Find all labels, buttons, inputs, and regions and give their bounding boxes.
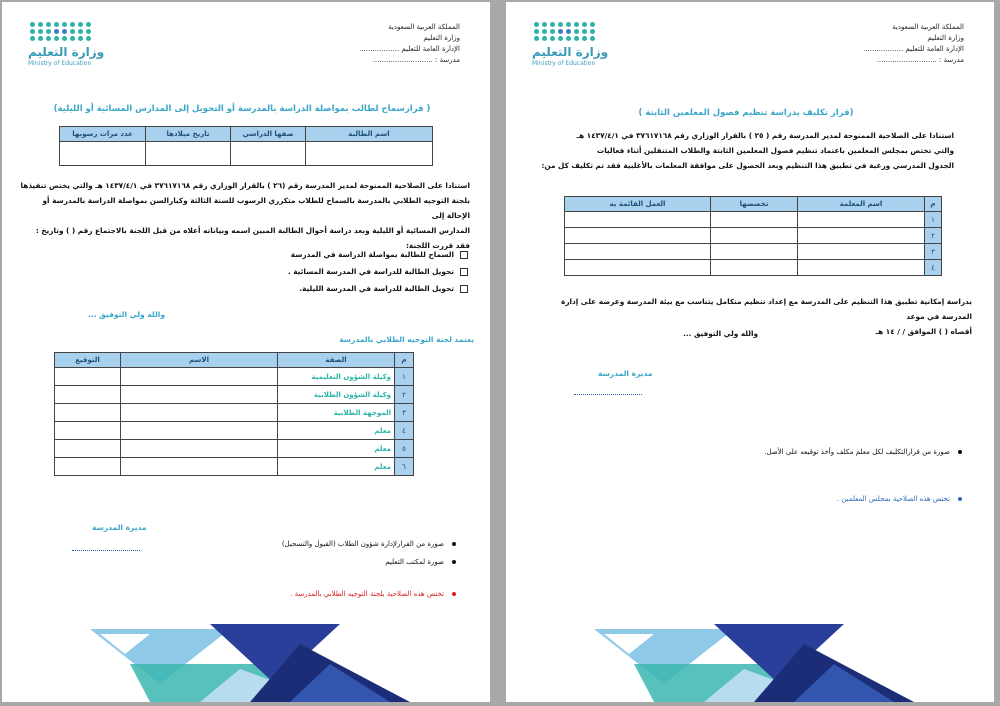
paragraph-line: أقصاه ( ) الموافق / / ١٤ هـ (875, 327, 972, 336)
logo-dot (62, 29, 67, 34)
signature-line (574, 394, 642, 395)
paragraph-line: فقد قررت اللجنة: (406, 241, 470, 250)
header-admin: الإدارة العامة للتعليم .................. (359, 45, 460, 53)
table-header: اسم الطالبة (306, 127, 433, 142)
bullet-item (282, 540, 456, 548)
logo-dot (534, 29, 539, 34)
right-closing: والله ولي التوفيق ... (683, 329, 758, 338)
logo-dot (30, 36, 35, 41)
table-header: اسم المعلمة (798, 197, 925, 212)
logo-dot (550, 22, 555, 27)
table-header: تاريخ ميلادها (146, 127, 231, 142)
logo-dot (78, 29, 83, 34)
ministry-logo (28, 22, 108, 77)
logo-english-text: Ministry of Education (28, 60, 92, 67)
logo-dot (590, 22, 595, 27)
table-header: عدد مرات رسوبها (60, 127, 146, 142)
row-number: ١ (925, 212, 942, 228)
role-cell: معلم (278, 422, 395, 440)
role-cell[interactable] (565, 244, 711, 260)
teachers-table (564, 196, 942, 276)
header-admin: الإدارة العامة للتعليم .................. (863, 45, 964, 53)
table-header: م (395, 353, 414, 368)
left-closing: والله ولي التوفيق ... (88, 310, 165, 319)
name-cell[interactable] (121, 404, 278, 422)
role-cell: معلم (278, 458, 395, 476)
logo-dot (70, 22, 75, 27)
specialty-cell[interactable] (711, 260, 798, 276)
row-number: ٥ (395, 440, 414, 458)
logo-dot (78, 36, 83, 41)
specialty-cell[interactable] (711, 228, 798, 244)
logo-dot (38, 36, 43, 41)
header-school: مدرسة : ........................... (876, 56, 964, 64)
signature-cell[interactable] (55, 386, 121, 404)
paragraph-line: بلجنة التوجيه الطلابي بالمدرسة بالسماح للطلاب متكرري الرسوب للسنة الثالثة وكبارالسن بمواصلة الدراسة بالمدرسة أو الإحالة إلى (42, 196, 470, 220)
option-evening[interactable] (288, 267, 468, 276)
right-principal-label: مديرة المدرسة (598, 369, 653, 378)
footer-decoration-icon (90, 624, 430, 702)
option-continue[interactable] (291, 250, 468, 259)
logo-dot (558, 29, 563, 34)
role-cell: معلم (278, 440, 395, 458)
bullet-icon (958, 497, 962, 501)
option-label: السماح للطالبة بمواصلة الدراسة في المدرسة (290, 250, 454, 259)
logo-dot (542, 36, 547, 41)
name-cell[interactable] (798, 244, 925, 260)
specialty-cell[interactable] (711, 212, 798, 228)
student-info-table (59, 126, 433, 166)
header-ministry: وزارة التعليم (423, 34, 460, 42)
logo-dot (534, 22, 539, 27)
document-page-left (2, 2, 490, 702)
option-night[interactable] (299, 284, 468, 293)
logo-dot (558, 36, 563, 41)
logo-dot (542, 29, 547, 34)
logo-dot (590, 29, 595, 34)
row-number: ٦ (395, 458, 414, 476)
header-country: المملكة العربية السعودية (892, 23, 964, 31)
document-page-right (506, 2, 994, 702)
right-form-title: (قرار تكليف بدراسة تنظيم فصول المعلمين الثابتة ) (638, 108, 854, 118)
logo-dot (70, 29, 75, 34)
role-cell: وكيلة الشؤون التعليمية (278, 368, 395, 386)
logo-dot (590, 36, 595, 41)
header-school: مدرسة : ........................... (372, 56, 460, 64)
logo-dot (574, 36, 579, 41)
table-header: الاسم (121, 353, 278, 368)
bullet-icon (958, 450, 962, 454)
signature-cell[interactable] (55, 404, 121, 422)
signature-cell[interactable] (55, 422, 121, 440)
bullet-text: صورة من قرارالتكليف لكل معلم مكلف وأخذ توقيعه على الأصل. (764, 448, 950, 456)
role-cell[interactable] (565, 212, 711, 228)
page-header (359, 22, 460, 66)
signature-line (72, 550, 140, 551)
checkbox-icon[interactable] (460, 285, 468, 293)
table-header: التوقيع (55, 353, 121, 368)
footer-decoration-icon (594, 624, 934, 702)
option-label: تحويل الطالبة للدراسة في المدرسة المسائية . (287, 267, 454, 276)
logo-dot (542, 22, 547, 27)
page-header (863, 22, 964, 66)
header-ministry: وزارة التعليم (927, 34, 964, 42)
logo-dot (574, 22, 579, 27)
row-number: ٣ (925, 244, 942, 260)
row-number: ٢ (395, 386, 414, 404)
name-cell[interactable] (798, 228, 925, 244)
row-number: ٣ (395, 404, 414, 422)
logo-dot (582, 36, 587, 41)
role-cell[interactable] (565, 260, 711, 276)
logo-dot (558, 22, 563, 27)
committee-table (54, 352, 414, 476)
paragraph-line: الجدول المدرسي ورغبة في تطبيق هذا التنظيم وبعد الحصول على موافقة المعلمات بالأغلبية فقد تم تكليف كل من: (541, 161, 954, 170)
bullet-text: صورة من القرارلإدارة شؤون الطلاب (القبول والتسجيل) (281, 540, 444, 548)
logo-dot (54, 36, 59, 41)
logo-dot (46, 36, 51, 41)
committee-title: يعتمد لجنة التوجيه الطلابي بالمدرسة (339, 335, 474, 344)
name-cell[interactable] (121, 458, 278, 476)
logo-dot (86, 36, 91, 41)
left-form-title: ( قرارسماح لطالب بمواصلة الدراسة بالمدرسة أو التحويل إلى المدارس المسائية أو الليلية) (53, 104, 431, 114)
signature-cell[interactable] (55, 458, 121, 476)
logo-dot (582, 29, 587, 34)
logo-dot (54, 22, 59, 27)
note-text: تختص هذه الصلاحية بمجلس المعلمين . (836, 495, 950, 503)
row-number: ٤ (395, 422, 414, 440)
logo-dot (566, 29, 571, 34)
right-assignment-paragraph (534, 128, 954, 173)
logo-dot (566, 22, 571, 27)
bullet-item (764, 448, 962, 456)
ministry-logo (532, 22, 612, 77)
bullet-icon (452, 592, 456, 596)
logo-dot (38, 22, 43, 27)
name-cell[interactable] (121, 386, 278, 404)
signature-cell[interactable] (55, 368, 121, 386)
logo-dot (30, 22, 35, 27)
logo-dot (62, 36, 67, 41)
header-country: المملكة العربية السعودية (388, 23, 460, 31)
checkbox-icon[interactable] (460, 251, 468, 259)
table-header: العمل القائمة به (565, 197, 711, 212)
name-cell[interactable] (121, 440, 278, 458)
name-cell[interactable] (798, 260, 925, 276)
name-cell[interactable] (121, 422, 278, 440)
paragraph-line: المدارس المسائية أو الليلية وبعد دراسة أحوال الطالبة المبين اسمه وبياناته أعلاه من قبل اللجنة بالاجتماع رقم ( ) وتاريخ : (35, 226, 470, 235)
bullet-item (385, 558, 456, 566)
role-cell: الموجهة الطلابية (278, 404, 395, 422)
bullet-icon (452, 560, 456, 564)
logo-dot (534, 36, 539, 41)
option-label: تحويل الطالبة للدراسة في المدرسة الليلية. (299, 284, 454, 293)
table-header: تخصصها (711, 197, 798, 212)
note-text: تختص هذه الصلاحية بلجنة التوجيه الطلابي بالمدرسة . (290, 590, 444, 598)
left-decision-paragraph (18, 178, 470, 253)
name-cell[interactable] (798, 212, 925, 228)
logo-arabic-text: وزارة التعليم (532, 45, 609, 59)
paragraph-line: والتي تختص بمجلس المعلمين باعتماد تنظيم فصول المعلمين الثابتة والطلاب المتنقلين أثناء فعاليات (596, 146, 954, 155)
role-cell[interactable] (565, 228, 711, 244)
logo-dot (582, 22, 587, 27)
logo-dot (62, 22, 67, 27)
table-cell[interactable] (146, 142, 231, 166)
left-principal-label: مديرة المدرسة (92, 523, 147, 532)
logo-dots-icon (534, 22, 612, 41)
logo-dots-icon (30, 22, 108, 41)
table-header: م (925, 197, 942, 212)
logo-dot (86, 22, 91, 27)
signature-cell[interactable] (55, 440, 121, 458)
logo-dot (46, 22, 51, 27)
logo-dot (38, 29, 43, 34)
logo-dot (78, 22, 83, 27)
checkbox-icon[interactable] (460, 268, 468, 276)
specialty-cell[interactable] (711, 244, 798, 260)
bullet-icon (452, 542, 456, 546)
table-cell[interactable] (60, 142, 146, 166)
role-cell: وكيلة الشؤون الطلابية (278, 386, 395, 404)
logo-dot (574, 29, 579, 34)
table-header: الصفة (278, 353, 395, 368)
paragraph-line: استنادا على الصلاحية الممنوحة لمدير المدرسة رقم (٢٦ ) بالقرار الوزاري رقم ٣٧٦١٧١٦٨ في ١٤٣٧/٤/١ هـ والتي يختص تنفيذها (20, 181, 470, 190)
logo-arabic-text: وزارة التعليم (28, 45, 105, 59)
bullet-text: صورة لمكتب التعليم (385, 558, 444, 566)
row-number: ٢ (925, 228, 942, 244)
table-header: صفها الدراسي (231, 127, 306, 142)
table-cell[interactable] (231, 142, 306, 166)
logo-english-text: Ministry of Education (532, 60, 596, 67)
name-cell[interactable] (121, 368, 278, 386)
logo-dot (550, 36, 555, 41)
paragraph-line: بدراسة إمكانية تطبيق هذا التنظيم على المدرسة مع إعداد تنظيم متكامل يتناسب مع بيئة المدرسة وعرضه على إدارة المدرسة في موعد (561, 297, 972, 321)
logo-dot (86, 29, 91, 34)
logo-dot (566, 36, 571, 41)
row-number: ١ (395, 368, 414, 386)
logo-dot (54, 29, 59, 34)
table-cell[interactable] (306, 142, 433, 166)
logo-dot (30, 29, 35, 34)
logo-dot (70, 36, 75, 41)
red-note (290, 590, 456, 598)
logo-dot (550, 29, 555, 34)
blue-note (837, 495, 962, 503)
logo-dot (46, 29, 51, 34)
row-number: ٤ (925, 260, 942, 276)
paragraph-line: استنادا على الصلاحية الممنوحة لمدير المدرسة رقم ( ٢٥ ) بالقرار الوزاري رقم ٣٧٦١٧١٦٨ في ١٤٣٧/٤/١ هـ (576, 131, 954, 140)
